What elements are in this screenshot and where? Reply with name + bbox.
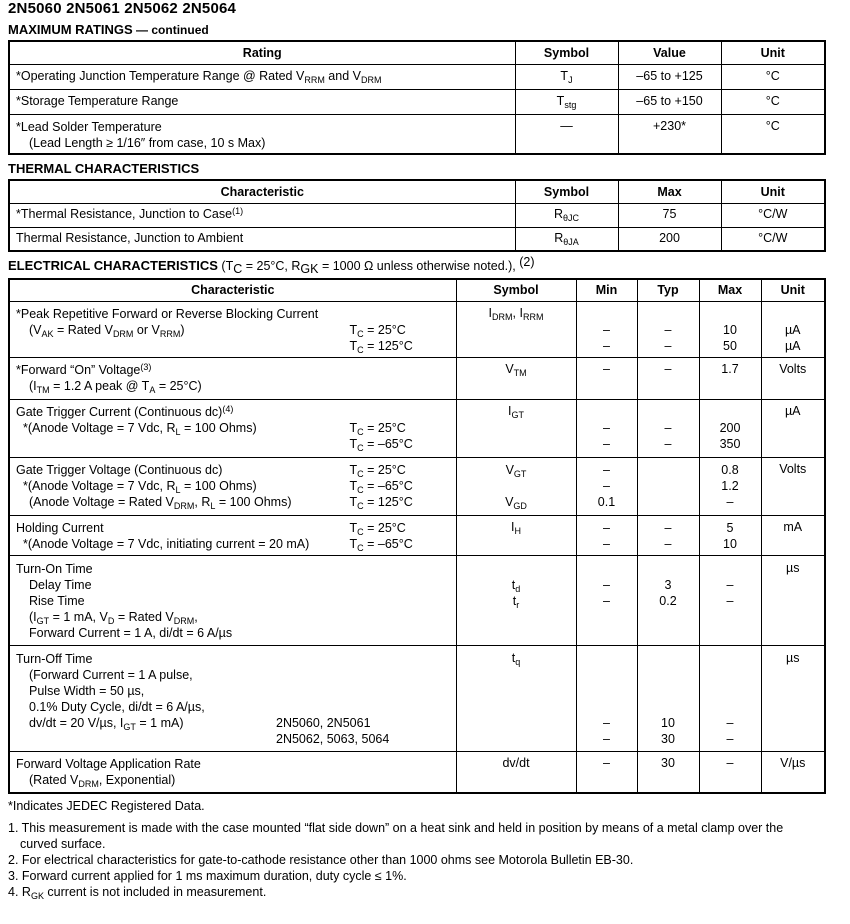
col-header: Symbol bbox=[515, 180, 618, 203]
table-row: *Storage Temperature Range $T_{stg}$ –65 to +150 °C bbox=[9, 89, 825, 114]
col-header: Value bbox=[618, 41, 721, 64]
col-header: Unit bbox=[761, 279, 825, 301]
table-row: *Thermal Resistance, Junction to Case$^{(1)}$ $R_{\theta JC}$ 75 °C/W bbox=[9, 203, 825, 227]
col-header: Characteristic bbox=[9, 180, 515, 203]
footnote-3: 3. Forward current applied for 1 ms maximum duration, duty cycle ≤ 1%. bbox=[8, 869, 407, 883]
page-title: 2N5060 2N5061 2N5062 2N5064 bbox=[8, 0, 237, 17]
table-row: *Peak Repetitive Forward or Reverse Blocking Current ($V_{AK}$ = Rated $V_{DRM}$ or $V_{RRM}$) $T_C = 25^\circ C$ $T_C = 125^\circ C$ $I_{DRM}$, $I_{RRM}$ – – – – 10 50 µA µA bbox=[9, 301, 825, 357]
col-header: Typ bbox=[637, 279, 699, 301]
table-row: Gate Trigger Voltage (Continuous dc) $T_C = 25^\circ C$ *(Anode Voltage = 7 Vdc, $R_L = 100$ Ohms) $T_C = -65^\circ C$ (Anode Voltage = Rated $V_{DRM}$, $R_L = 100$ Ohms) $T_C = 125^\circ C$ $V_{GT}$ $V_{GD}$ – – 0.1 0.8 1.2 – Volts bbox=[9, 457, 825, 515]
table-row: Turn-Off Time (Forward Current = 1 A pulse, Pulse Width = 50 µs, 0.1% Duty Cycle, di/dt = 6 A/µs, dv/dt = 20 V/µs, $I_{GT} = 1$ mA) 2N5060, 2N5061 2N5062, 5063, 5064 $t_q$ – – 10 30 – – µs bbox=[9, 645, 825, 751]
footnote-1-cont: curved surface. bbox=[20, 837, 106, 851]
thermal-table bbox=[8, 179, 826, 252]
col-header: Unit bbox=[721, 41, 825, 64]
col-header: Symbol bbox=[456, 279, 576, 301]
col-header: Symbol bbox=[515, 41, 618, 64]
table-header-row bbox=[9, 279, 825, 301]
datasheet-page bbox=[8, 0, 826, 900]
table-row: Gate Trigger Current (Continuous dc)$^{(4)}$ *(Anode Voltage = 7 Vdc, $R_L = 100$ Ohms) $T_C = 25^\circ C$ $T_C = -65^\circ C$ $I_{GT}$ – – – – 200 350 µA bbox=[9, 399, 825, 457]
footnote-2: 2. For electrical characteristics for gate-to-cathode resistance other than 1000 ohms see Motorola Bulletin EB-30. bbox=[8, 853, 634, 867]
table-row: Forward Voltage Application Rate (Rated $V_{DRM}$, Exponential) dv/dt – 30 – V/µs bbox=[9, 751, 825, 793]
col-header: Max bbox=[699, 279, 761, 301]
table-row: Holding Current $T_C = 25^\circ C$ *(Anode Voltage = 7 Vdc, initiating current = 20 mA) $T_C = -65^\circ C$ $I_H$ – – – – 5 10 mA bbox=[9, 515, 825, 555]
max-ratings-heading: MAXIMUM RATINGS — continued bbox=[8, 22, 209, 37]
col-header: Characteristic bbox=[9, 279, 456, 301]
table-row: Turn-On Time Delay Time Rise Time ($I_{GT} = 1$ mA, $V_D$ = Rated $V_{DRM}$, Forward Current = 1 A, di/dt = 6 A/µs $t_d$ $t_r$ – – 3 0.2 – – µs bbox=[9, 555, 825, 645]
table-row: *Forward “On” Voltage$^{(3)}$ ($I_{TM} = 1.2$ A peak @ $T_A = 25^\circ C$) $V_{TM}$ – – 1.7 Volts bbox=[9, 357, 825, 399]
footnotes bbox=[8, 798, 826, 900]
thermal-heading: THERMAL CHARACTERISTICS bbox=[8, 161, 200, 176]
electrical-heading: ELECTRICAL CHARACTERISTICS ($T_C = 25^\circ C$, $R_{GK} = 1000$ Ω unless otherwise noted.), $^{(2)}$ bbox=[8, 255, 535, 276]
col-header: Max bbox=[618, 180, 721, 203]
table-header-row bbox=[9, 41, 825, 64]
jedec-note: *Indicates JEDEC Registered Data. bbox=[8, 799, 205, 813]
table-row: Thermal Resistance, Junction to Ambient $R_{\theta JA}$ 200 °C/W bbox=[9, 227, 825, 251]
col-header: Rating bbox=[9, 41, 515, 64]
table-row: *Operating Junction Temperature Range @ Rated $V_{RRM}$ and $V_{DRM}$ $T_J$ –65 to +125 °C bbox=[9, 64, 825, 89]
electrical-table bbox=[8, 278, 826, 794]
col-header: Min bbox=[576, 279, 637, 301]
table-header-row bbox=[9, 180, 825, 203]
max-ratings-table bbox=[8, 40, 826, 155]
table-row: *Lead Solder Temperature (Lead Length ≥ 1/16″ from case, 10 s Max) — +230* °C bbox=[9, 114, 825, 154]
footnote-1: 1. This measurement is made with the case mounted “flat side down” on a heat sink and held in position by means of a metal clamp over the bbox=[8, 821, 784, 835]
col-header: Unit bbox=[721, 180, 825, 203]
footnote-4: 4. $R_{GK}$ current is not included in measurement. bbox=[8, 885, 267, 901]
